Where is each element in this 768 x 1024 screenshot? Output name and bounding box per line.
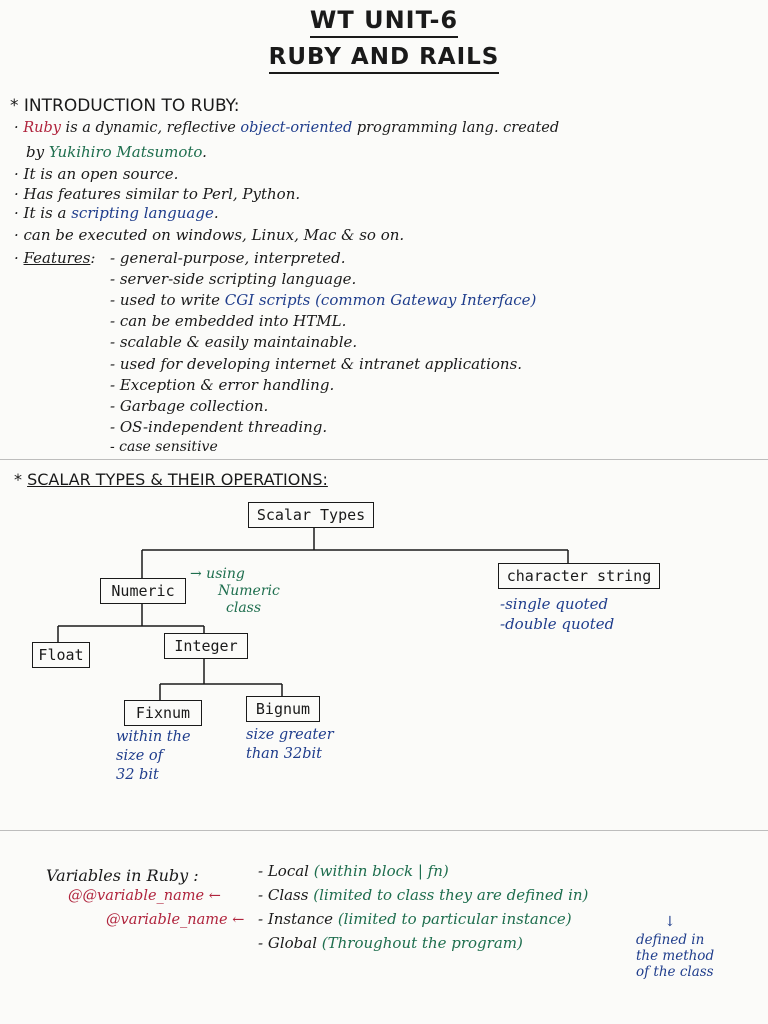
intro-line-2-prefix: by <box>26 143 49 161</box>
numeric-note-line: → using <box>190 566 245 582</box>
feature-item: - general-purpose, interpreted. <box>110 249 346 267</box>
intro-bullet-features: · Has features similar to Perl, Python. <box>14 185 301 203</box>
character-string-node: character string <box>498 563 660 589</box>
scripting-suffix: . <box>213 204 219 222</box>
bullet-dot: · <box>14 120 24 136</box>
variable-type-name: - Instance <box>258 910 334 928</box>
variable-type-desc: (Throughout the program) <box>321 934 523 952</box>
features-word: Features <box>23 249 91 267</box>
numeric-note-line: class <box>226 600 262 616</box>
numeric-note-line: Numeric <box>218 583 280 599</box>
double-quoted-note: -double quoted <box>500 615 615 633</box>
variable-type-class <box>258 886 588 904</box>
feature-item: - Garbage collection. <box>110 397 269 415</box>
intro-line-1-rest: programming lang. created <box>352 120 560 136</box>
feature-item: - Exception & error handling. <box>110 376 335 394</box>
variable-type-local <box>258 862 449 880</box>
note-line: the method <box>636 948 715 964</box>
variable-type-desc: (limited to class they are defined in) <box>313 886 589 904</box>
instance-method-note <box>636 932 714 980</box>
variable-type-desc: (within block | fn) <box>313 862 449 880</box>
variable-type-instance <box>258 910 572 928</box>
feature-item: - scalable & easily maintainable. <box>110 333 358 351</box>
feature-item: - OS-independent threading. <box>110 418 328 436</box>
bignum-note-line: than 32bit <box>246 746 322 762</box>
variable-type-global <box>258 934 523 952</box>
unit-title-text: WT UNIT-6 <box>310 6 458 38</box>
fixnum-note-line: 32 bit <box>116 767 159 783</box>
fixnum-node: Fixnum <box>124 700 202 726</box>
scalar-types-node: Scalar Types <box>248 502 374 528</box>
float-node: Float <box>32 642 90 668</box>
feature-item: - can be embedded into HTML. <box>110 312 347 330</box>
numeric-note <box>190 566 280 617</box>
ruby-word: Ruby <box>23 120 61 136</box>
feature-item: - server-side scripting language. <box>110 270 357 288</box>
character-string-notes <box>500 594 614 634</box>
object-oriented-word: object-oriented <box>240 120 353 136</box>
cgi-scripts-word: CGI scripts (common Gateway Interface) <box>224 291 537 309</box>
numeric-node: Numeric <box>100 578 186 604</box>
cgi-prefix: - used to write <box>110 291 225 309</box>
class-variable-syntax: @@variable_name ← <box>68 888 221 904</box>
intro-line-1-mid: is a dynamic, reflective <box>60 120 241 136</box>
down-arrow-icon: ↓ <box>664 914 676 930</box>
integer-node: Integer <box>164 633 248 659</box>
bignum-note-line: size greater <box>246 727 334 743</box>
author-name: Yukihiro Matsumoto <box>48 143 203 161</box>
features-label: · Features: <box>14 249 96 267</box>
variable-type-desc: (limited to particular instance) <box>337 910 572 928</box>
section-divider <box>0 830 768 831</box>
intro-bullet-platforms: · can be executed on windows, Linux, Mac & so on. <box>14 226 405 244</box>
intro-heading-text: * INTRODUCTION TO RUBY: <box>10 96 240 116</box>
feature-item: - used for developing internet & intranet applications. <box>110 355 523 373</box>
instance-variable-syntax: @variable_name ← <box>106 912 245 928</box>
bignum-node: Bignum <box>246 696 320 722</box>
variable-type-name: - Global <box>258 934 317 952</box>
feature-item: - case sensitive <box>110 439 218 455</box>
note-line: defined in <box>636 932 705 948</box>
fixnum-note-line: size of <box>116 748 164 764</box>
intro-line-2-suffix: . <box>202 143 207 161</box>
scalar-star: * <box>14 470 22 489</box>
variables-label: Variables in Ruby : <box>46 866 199 885</box>
fixnum-note <box>116 728 191 785</box>
features-colon: : <box>90 249 96 267</box>
scripting-language-word: scripting language <box>71 204 214 222</box>
intro-bullet-open-source: · It is an open source. <box>14 165 179 183</box>
note-line: of the class <box>636 964 714 980</box>
variable-type-name: - Class <box>258 886 309 904</box>
topic-title-text: RUBY AND RAILS <box>269 44 500 74</box>
fixnum-note-line: within the <box>116 729 191 745</box>
single-quoted-note: -single quoted <box>500 595 609 613</box>
variable-type-name: - Local <box>258 862 309 880</box>
scalar-heading-text: SCALAR TYPES & THEIR OPERATIONS: <box>27 470 328 489</box>
bignum-note <box>246 726 334 764</box>
scripting-prefix: · It is a <box>14 204 72 222</box>
